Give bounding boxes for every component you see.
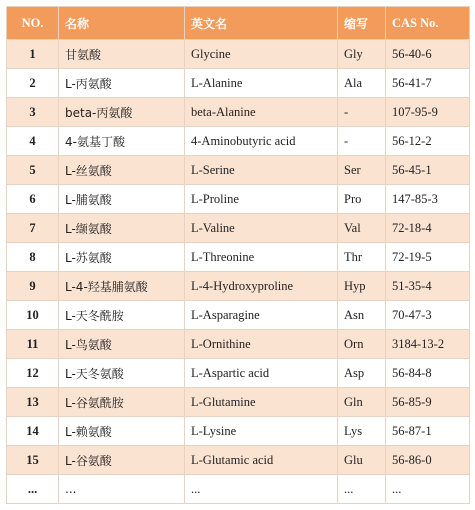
cell-no: 3 xyxy=(7,98,59,127)
table-row xyxy=(7,388,470,417)
table-row xyxy=(7,243,470,272)
cell-no: 10 xyxy=(7,301,59,330)
cell-cas-no: 70-47-3 xyxy=(386,301,470,330)
cell-cas-no: 56-85-9 xyxy=(386,388,470,417)
cell-abbreviation: Orn xyxy=(338,330,386,359)
cell-english-name: L-Alanine xyxy=(185,69,338,98)
table-row xyxy=(7,417,470,446)
table-row xyxy=(7,69,470,98)
table-row xyxy=(7,156,470,185)
cell-abbreviation: Glu xyxy=(338,446,386,475)
table-row xyxy=(7,359,470,388)
table-row xyxy=(7,127,470,156)
table-header-row xyxy=(7,7,470,40)
cell-english-name: 4-Aminobutyric acid xyxy=(185,127,338,156)
cell-english-name: ... xyxy=(185,475,338,504)
cell-name: L-鸟氨酸 xyxy=(59,330,185,359)
cell-name: L-4-羟基脯氨酸 xyxy=(59,272,185,301)
table-row xyxy=(7,272,470,301)
cell-cas-no: 72-19-5 xyxy=(386,243,470,272)
cell-no: 4 xyxy=(7,127,59,156)
cell-name: L-丙氨酸 xyxy=(59,69,185,98)
table-row xyxy=(7,475,470,504)
cell-no: 5 xyxy=(7,156,59,185)
cell-english-name: L-Glutamine xyxy=(185,388,338,417)
cell-name: L-谷氨酰胺 xyxy=(59,388,185,417)
cell-english-name: L-Lysine xyxy=(185,417,338,446)
cell-name: 4-氨基丁酸 xyxy=(59,127,185,156)
cell-abbreviation: Asn xyxy=(338,301,386,330)
cell-english-name: L-4-Hydroxyproline xyxy=(185,272,338,301)
cell-english-name: Glycine xyxy=(185,40,338,69)
cell-cas-no: 107-95-9 xyxy=(386,98,470,127)
cell-cas-no: 56-84-8 xyxy=(386,359,470,388)
header-cas-no: CAS No. xyxy=(386,7,470,40)
cell-no: ... xyxy=(7,475,59,504)
table-row xyxy=(7,301,470,330)
table-body xyxy=(7,40,470,504)
cell-cas-no: 147-85-3 xyxy=(386,185,470,214)
cell-english-name: L-Serine xyxy=(185,156,338,185)
cell-abbreviation: Ala xyxy=(338,69,386,98)
cell-english-name: L-Aspartic acid xyxy=(185,359,338,388)
table-row xyxy=(7,40,470,69)
cell-name: beta-丙氨酸 xyxy=(59,98,185,127)
cell-name: L-天冬氨酸 xyxy=(59,359,185,388)
cell-no: 13 xyxy=(7,388,59,417)
cell-english-name: L-Proline xyxy=(185,185,338,214)
header-abbreviation: 缩写 xyxy=(338,7,386,40)
cell-no: 8 xyxy=(7,243,59,272)
cell-english-name: L-Threonine xyxy=(185,243,338,272)
cell-english-name: L-Asparagine xyxy=(185,301,338,330)
table-row xyxy=(7,185,470,214)
cell-abbreviation: Val xyxy=(338,214,386,243)
cell-name: L-苏氨酸 xyxy=(59,243,185,272)
cell-cas-no: 72-18-4 xyxy=(386,214,470,243)
cell-abbreviation: Ser xyxy=(338,156,386,185)
cell-cas-no: 56-41-7 xyxy=(386,69,470,98)
cell-no: 12 xyxy=(7,359,59,388)
cell-abbreviation: Thr xyxy=(338,243,386,272)
cell-cas-no: 56-86-0 xyxy=(386,446,470,475)
cell-cas-no: 56-87-1 xyxy=(386,417,470,446)
cell-name: L-天冬酰胺 xyxy=(59,301,185,330)
cell-no: 14 xyxy=(7,417,59,446)
table-row xyxy=(7,446,470,475)
cell-name: L-丝氨酸 xyxy=(59,156,185,185)
cell-name: ... xyxy=(59,475,185,504)
header-english-name: 英文名 xyxy=(185,7,338,40)
cell-no: 11 xyxy=(7,330,59,359)
table-row xyxy=(7,330,470,359)
cell-abbreviation: - xyxy=(338,127,386,156)
cell-cas-no: 51-35-4 xyxy=(386,272,470,301)
cell-cas-no: 56-40-6 xyxy=(386,40,470,69)
cell-no: 7 xyxy=(7,214,59,243)
cell-name: L-谷氨酸 xyxy=(59,446,185,475)
cell-name: 甘氨酸 xyxy=(59,40,185,69)
cell-english-name: beta-Alanine xyxy=(185,98,338,127)
cell-no: 6 xyxy=(7,185,59,214)
cell-no: 15 xyxy=(7,446,59,475)
table-row xyxy=(7,214,470,243)
cell-english-name: L-Glutamic acid xyxy=(185,446,338,475)
cell-abbreviation: Hyp xyxy=(338,272,386,301)
table-row xyxy=(7,98,470,127)
cell-english-name: L-Valine xyxy=(185,214,338,243)
cell-name: L-脯氨酸 xyxy=(59,185,185,214)
cell-abbreviation: Lys xyxy=(338,417,386,446)
cell-cas-no: 56-12-2 xyxy=(386,127,470,156)
amino-acid-table xyxy=(6,6,470,504)
cell-cas-no: ... xyxy=(386,475,470,504)
cell-name: L-赖氨酸 xyxy=(59,417,185,446)
amino-acid-table-container xyxy=(6,6,469,504)
header-no: NO. xyxy=(7,7,59,40)
header-name: 名称 xyxy=(59,7,185,40)
cell-cas-no: 56-45-1 xyxy=(386,156,470,185)
cell-no: 1 xyxy=(7,40,59,69)
cell-abbreviation: - xyxy=(338,98,386,127)
cell-cas-no: 3184-13-2 xyxy=(386,330,470,359)
cell-abbreviation: Gly xyxy=(338,40,386,69)
cell-no: 2 xyxy=(7,69,59,98)
cell-no: 9 xyxy=(7,272,59,301)
cell-abbreviation: Gln xyxy=(338,388,386,417)
cell-english-name: L-Ornithine xyxy=(185,330,338,359)
cell-abbreviation: ... xyxy=(338,475,386,504)
cell-name: L-缬氨酸 xyxy=(59,214,185,243)
cell-abbreviation: Pro xyxy=(338,185,386,214)
cell-abbreviation: Asp xyxy=(338,359,386,388)
